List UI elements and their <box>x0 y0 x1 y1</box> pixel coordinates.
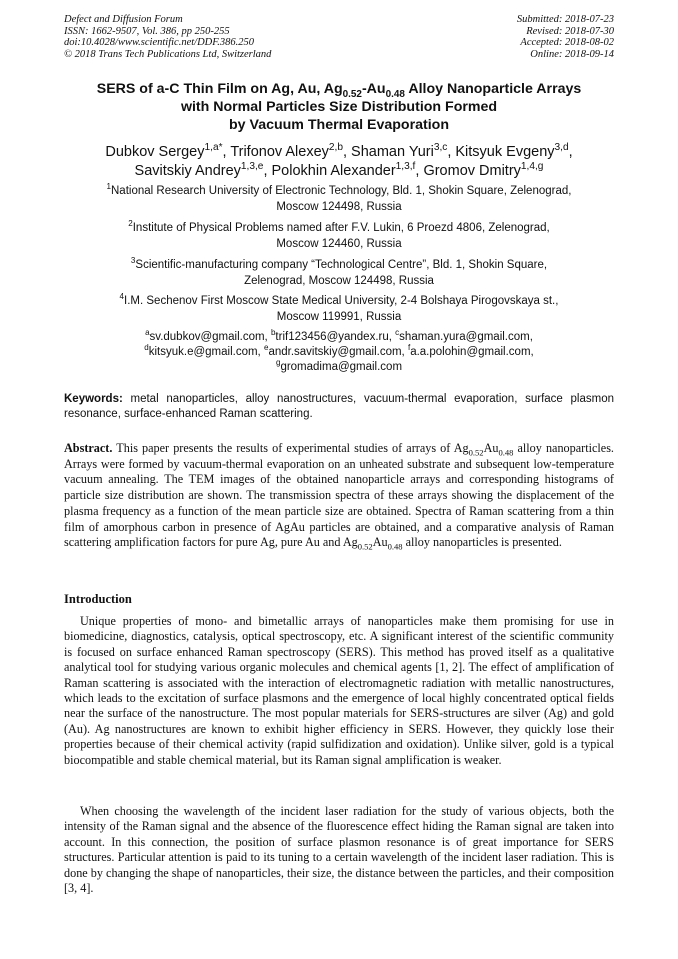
author-name: Shaman Yuri <box>351 144 434 160</box>
email-link[interactable]: a.a.polohin@gmail.com, <box>410 346 534 358</box>
dates-info <box>517 14 614 60</box>
affiliation-3: $^3$Scientific-manufacturing company “Technological Centre”, Bld. 1, Shokin Square, Zelenograd, Moscow 124498, Russia <box>130 256 548 287</box>
author-line-2: Savitskiy Andrey$^{1,3,e}$, Polokhin Alexander$^{1,3,f}$, Gromov Dmitry$^{1,4,g}$ <box>134 161 544 179</box>
email-link[interactable]: trif123456@yandex.ru, <box>275 331 396 343</box>
submitted-date: Submitted: 2018-07-23 <box>516 14 614 25</box>
keywords-label: Keywords: <box>64 393 123 405</box>
author-name: Kitsyuk Evgeny <box>455 144 555 160</box>
copyright-line: © 2018 Trans Tech Publications Ltd, Switzerland <box>64 48 272 60</box>
author-name: Savitskiy Andrey <box>134 163 241 179</box>
journal-info <box>64 14 271 60</box>
author-name: Gromov Dmitry <box>423 163 521 179</box>
intro-paragraph-2: When choosing the wavelength of the incident laser radiation for the study of various objects, both the intensity of the Raman signal and the absence of the fluorescence effect hiding the Raman signal are taken into account. In this connection, the position of surface plasmon resonance is of great importance for SERS structures. Particular attention is paid to its tuning to a certain wavelength of the incident laser radiation. This is done by changing the shape of nanoparticles, their size, the distance between the particles, and their composition [3, 4]. <box>64 804 614 896</box>
affiliation-1: $^1$National Research University of Electronic Technology, Bld. 1, Shokin Square, Zelenograd, Moscow 124498, Russia <box>106 182 572 213</box>
email-list: $^a$sv.dubkov@gmail.com, $^b$trif123456@yandex.ru, $^c$shaman.yura@gmail.com, $^d$kitsyuk.e@gmail.com, $^e$andr.savitskiy@gmail.com, $^f$a.a.polohin@gmail.com, $^g$gromadima@gmail.com <box>144 328 534 373</box>
email-link[interactable]: kitsyuk.e@gmail.com, <box>148 346 264 358</box>
title-line-2: with Normal Particles Size Distribution Formed <box>180 99 498 115</box>
abstract: Abstract. This paper presents the results of experimental studies of arrays of $Ag_{0.52}Au_{0.48}$ alloy nanoparticles. Arrays were formed by vacuum-thermal evaporation on an unheated substrate and subsequent low-temperature vacuum annealing. The TEM images of the obtained nanoparticle arrays and corresponding histograms of particle size distribution are shown. The transmission spectra of these arrays showing the displacement of the plasma frequency as a function of the mean particle size are obtained. Spectra of Raman scattering from a thin film of amorphous carbon in presence of AgAu particles are obtained, and a comparative analysis of Raman scattering amplification factors for pure Ag, pure Au and $Ag_{0.52}Au_{0.48}$ alloy nanoparticles is presented. <box>64 441 614 552</box>
title-line-1: SERS of a-C Thin Film on Ag, Au, $Ag_{0.52}-Au_{0.48}$ Alloy Nanoparticle Arrays <box>96 81 582 100</box>
author-line-1: Dubkov Sergey$^{1,a*}$, Trifonov Alexey$^{2,b}$, Shaman Yuri$^{3,c}$, Kitsyuk Evgeny$^{3,d}$, <box>105 142 573 160</box>
online-date: Online: 2018-09-14 <box>530 48 614 60</box>
author-name: Polokhin Alexander <box>271 163 396 179</box>
affiliation-2: $^2$Institute of Physical Problems named after F.V. Lukin, 6 Proezd 4806, Zelenograd, Moscow 124460, Russia <box>128 219 550 250</box>
author-list <box>40 143 638 181</box>
email-link[interactable]: andr.savitskiy@gmail.com, <box>268 346 408 358</box>
abstract-label: Abstract. <box>64 441 113 455</box>
issn-line: ISSN: 1662-9507, Vol. 386, pp 250-255 <box>64 25 230 37</box>
keywords <box>64 392 614 422</box>
title-line-3: by Vacuum Thermal Evaporation <box>229 117 449 133</box>
author-name: Trifonov Alexey <box>230 144 329 160</box>
paper-title <box>40 80 638 134</box>
email-link[interactable]: shaman.yura@gmail.com, <box>399 331 533 343</box>
introduction-heading: Introduction <box>64 592 132 606</box>
affiliation-4: $^4$I.M. Sechenov First Moscow State Medical University, 2-4 Bolshaya Pirogovskaya st., Moscow 119991, Russia <box>119 292 559 323</box>
revised-date: Revised: 2018-07-30 <box>526 25 614 37</box>
email-link[interactable]: gromadima@gmail.com <box>280 361 403 373</box>
author-name: Dubkov Sergey <box>105 144 205 160</box>
intro-paragraph-1: Unique properties of mono- and bimetallic arrays of nanoparticles make them promising for use in biomedicine, diagnostics, catalysis, optical spectroscopy, etc. A significant interest of the scientific community is focused on surface enhanced Raman spectroscopy (SERS). This method has proved itself as a qualitative analytical tool for studying various organic molecules and chemical agents [1, 2]. The effect of amplification of Raman scattering is associated with the interaction of electromagnetic radiation with metallic nanostructures, which leads to the excitation of surface plasmons and the emergence of local highly concentrated optical fields near the surface of the nanostructure. The most popular materials for SERS-structures are silver (Ag) and gold (Au). Ag nanostructures are known to exhibit higher efficiency in SERS. However, they quickly lose their properties because of their chemical activity (rapid sulfidization and oxidation). Unlike silver, gold is a typical biocompatible and stable chemical material, but its Raman signal amplification is weaker. <box>64 614 614 767</box>
journal-name: Defect and Diffusion Forum <box>64 14 183 25</box>
accepted-date: Accepted: 2018-08-02 <box>520 37 614 48</box>
doi-line: doi:10.4028/www.scientific.net/DDF.386.250 <box>64 37 255 48</box>
email-link[interactable]: sv.dubkov@gmail.com, <box>149 331 271 343</box>
keywords-text: metal nanoparticles, alloy nanostructures, vacuum-thermal evaporation, surface plasmon resonance, surface-enhanced Raman scattering. <box>64 393 614 420</box>
